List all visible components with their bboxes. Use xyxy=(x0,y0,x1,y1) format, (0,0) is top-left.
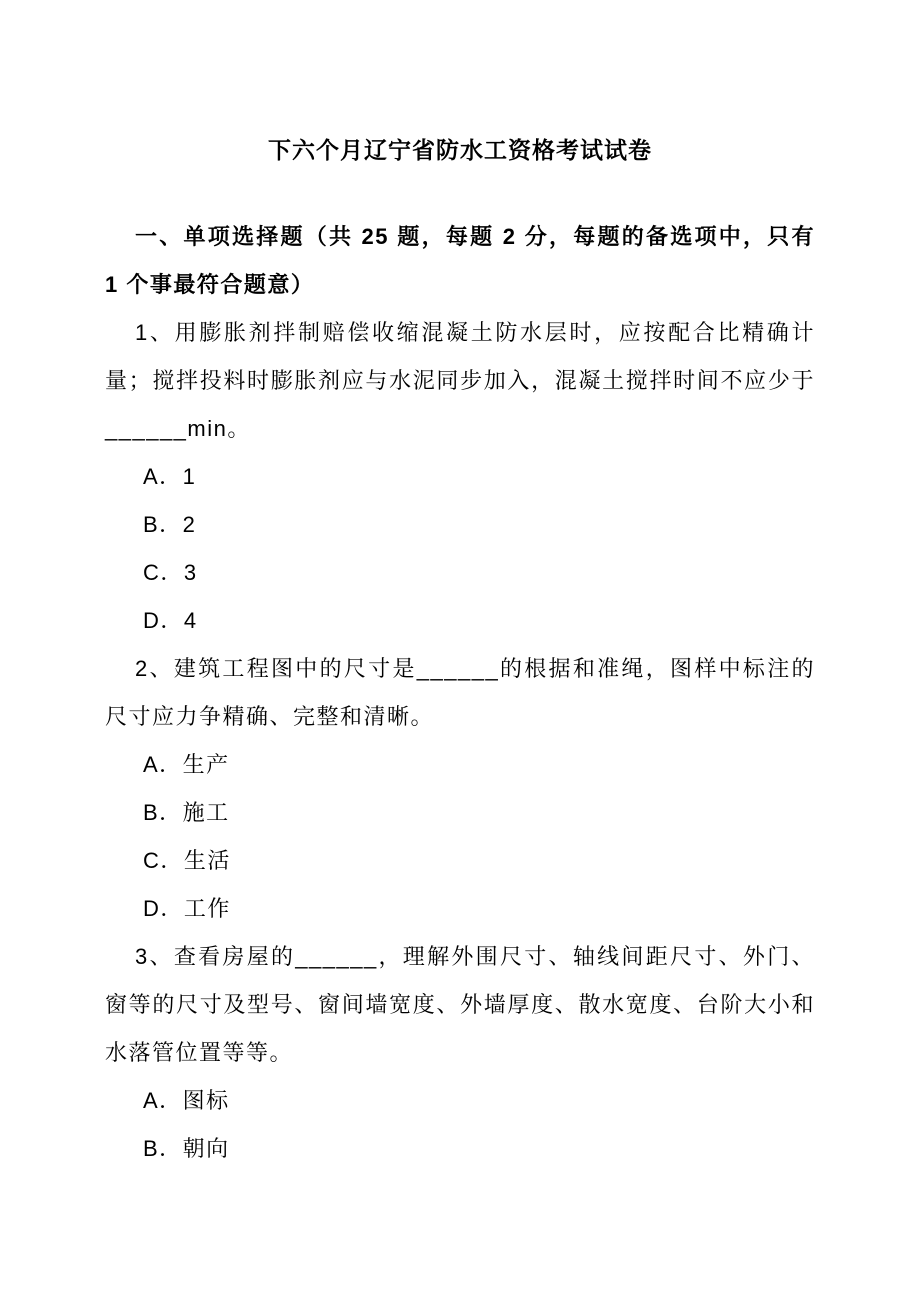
question-1-option-b: B．2 xyxy=(143,512,197,537)
question-2-text: 2、建筑工程图中的尺寸是______的根据和准绳，图样中标注的尺寸应力争精确、完整和清晰。 xyxy=(105,656,815,729)
question-3-text: 3、查看房屋的______，理解外围尺寸、轴线间距尺寸、外门、窗等的尺寸及型号、窗间墙宽度、外墙厚度、散水宽度、台阶大小和水落管位置等等。 xyxy=(105,944,815,1065)
question-2-option-a: A．生产 xyxy=(143,752,230,777)
question-3-option-a: A．图标 xyxy=(143,1088,230,1113)
question-2-option-b: B．施工 xyxy=(143,800,230,825)
question-2-option-d: D．工作 xyxy=(143,896,231,921)
question-1-option-c: C．3 xyxy=(143,560,198,585)
question-1-text: 1、用膨胀剂拌制赔偿收缩混凝土防水层时，应按配合比精确计量；搅拌投料时膨胀剂应与水泥同步加入，混凝土搅拌时间不应少于______min。 xyxy=(105,320,815,441)
question-3 xyxy=(105,933,815,1173)
question-3-option-b: B．朝向 xyxy=(143,1136,230,1161)
question-1-option-d: D．4 xyxy=(143,608,198,633)
question-1-option-a: A．1 xyxy=(143,464,197,489)
document-title: 下六个月辽宁省防水工资格考试试卷 xyxy=(268,137,652,163)
question-1 xyxy=(105,309,815,645)
section-heading: 一、单项选择题（共 25 题，每题 2 分，每题的备选项中，只有 1 个事最符合题意） xyxy=(105,224,815,297)
question-2-option-c: C．生活 xyxy=(143,848,231,873)
question-2 xyxy=(105,645,815,933)
